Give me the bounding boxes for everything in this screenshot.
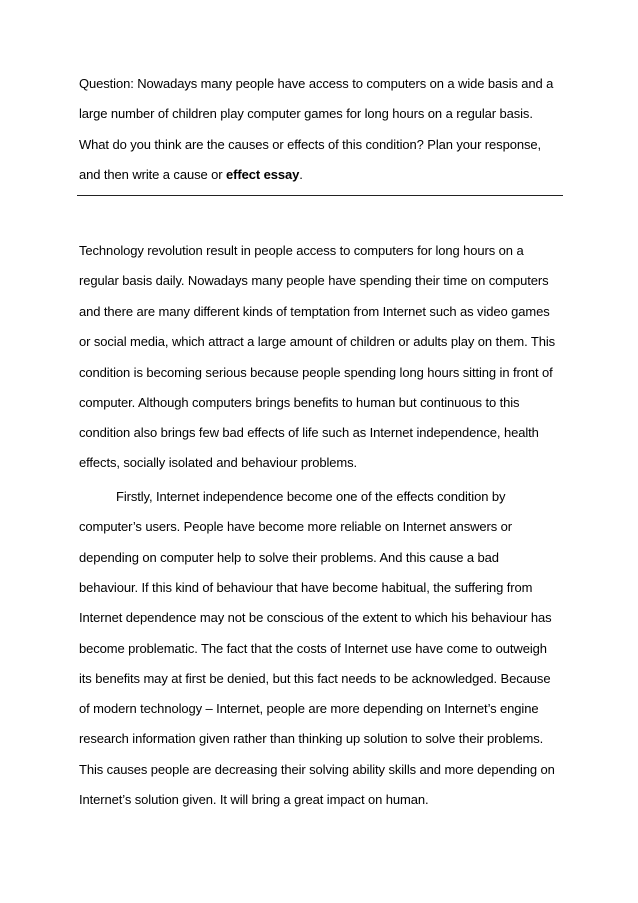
horizontal-divider [77, 195, 563, 196]
paragraph2-line-10: This causes people are decreasing their solving ability skills and more depending on [79, 762, 555, 777]
paragraph2-line-1: Firstly, Internet independence become one of the effects condition by [116, 489, 506, 504]
paragraph1-line-7: condition also brings few bad effects of life such as Internet independence, health [79, 425, 539, 440]
paragraph2-line-3: depending on computer help to solve their problems. And this cause a bad [79, 550, 499, 565]
paragraph2-line-8: of modern technology – Internet, people are more depending on Internet’s engine [79, 701, 539, 716]
question-line-2: large number of children play computer games for long hours on a regular basis. [79, 106, 533, 121]
paragraph2-line-6: become problematic. The fact that the costs of Internet use have come to outweigh [79, 641, 547, 656]
paragraph2-line-11: Internet’s solution given. It will bring a great impact on human. [79, 792, 429, 807]
paragraph2-line-4: behaviour. If this kind of behaviour that have become habitual, the suffering from [79, 580, 533, 595]
paragraph1-line-1: Technology revolution result in people access to computers for long hours on a [79, 243, 524, 258]
paragraph1-line-2: regular basis daily. Nowadays many people have spending their time on computers [79, 273, 549, 288]
question-line-4-suffix: . [299, 167, 303, 182]
question-line-1: Question: Nowadays many people have access to computers on a wide basis and a [79, 76, 554, 91]
paragraph2-line-9: research information given rather than thinking up solution to solve their problems. [79, 731, 544, 746]
paragraph1-line-8: effects, socially isolated and behaviour problems. [79, 455, 358, 470]
paragraph2-line-7: its benefits may at first be denied, but this fact needs to be acknowledged. Because [79, 671, 551, 686]
question-line-3: What do you think are the causes or effects of this condition? Plan your response, [79, 137, 541, 152]
paragraph1-line-6: computer. Although computers brings benefits to human but continuous to this [79, 395, 520, 410]
paragraph1-line-3: and there are many different kinds of temptation from Internet such as video games [79, 304, 550, 319]
paragraph2-line-5: Internet dependence may not be conscious of the extent to which his behaviour has [79, 610, 552, 625]
paragraph2-line-2: computer’s users. People have become more reliable on Internet answers or [79, 519, 513, 534]
question-bold-phrase: effect essay [226, 167, 300, 182]
question-line-4-prefix: and then write a cause or [79, 167, 226, 182]
paragraph1-line-4: or social media, which attract a large amount of children or adults play on them. This [79, 334, 556, 349]
question-line-4 [79, 167, 303, 183]
paragraph1-line-5: condition is becoming serious because people spending long hours sitting in front of [79, 365, 553, 380]
